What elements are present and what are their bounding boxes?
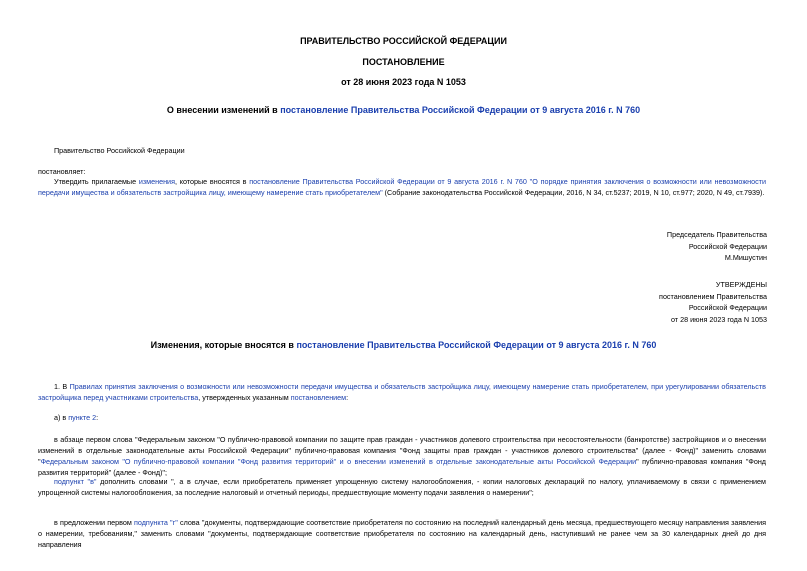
para3-text-1: в предложении первом [54, 518, 134, 527]
p1-link-resolution[interactable]: постановление Правительства Российской Федерации от 9 августа 2016 г. N 760 "О порядке принятия заключения о возможности или невозможности передачи имущества и обязательств застройщика лицу, имеющему намерение стать приобретателем" [38, 177, 766, 197]
doc-type-heading: ПОСТАНОВЛЕНИЕ [362, 57, 445, 67]
government-heading: ПРАВИТЕЛЬСТВО РОССИЙСКОЙ ФЕДЕРАЦИИ [300, 36, 507, 46]
para1-text-2: " публично-правовая компания "Фонд развития территорий" (далее - Фонд)"; [38, 457, 766, 477]
doc-date: от 28 июня 2023 года N 1053 [341, 77, 466, 87]
approved-line-1: УТВЕРЖДЕНЫ [715, 280, 767, 289]
changes-title [0, 340, 807, 350]
para3-link-subpoint-g[interactable]: подпункта "г" [134, 518, 178, 527]
paragraph-1 [38, 434, 766, 478]
p1-text-3: (Собрание законодательства Российской Федерации, 2016, N 34, ст.5237; 2019, N 10, ст.977; 2020, N 49, ст.7939). [382, 188, 765, 197]
item1-text-2: , утвержденных указанным [198, 393, 291, 402]
approved-line-4: от 28 июня 2023 года N 1053 [670, 314, 767, 324]
changes-title-prefix: Изменения, которые вносятся в [150, 340, 297, 350]
decides-label: постановляет: [38, 167, 86, 176]
item-1-paragraph [38, 381, 766, 403]
document-title [0, 105, 807, 115]
item1-text-1: 1. В [54, 382, 70, 391]
issuer: Правительство Российской Федерации [54, 146, 185, 155]
signature-line-2: Российской Федерации [688, 241, 767, 251]
item-a-text-2: : [96, 413, 99, 422]
title-link[interactable]: постановление Правительства Российской Федерации от 9 августа 2016 г. N 760 [280, 105, 641, 115]
approved-line-2: постановлением Правительства [659, 291, 767, 301]
title-prefix: О внесении изменений в [166, 105, 281, 115]
point-1-paragraph [38, 176, 766, 198]
item-a-paragraph [38, 412, 766, 423]
signature-block [667, 229, 767, 264]
p1-link-changes[interactable]: изменения [138, 177, 175, 186]
para3-text-2: слова "документы, подтверждающие соответствие приобретателя по состоянию на последний календарный день месяца, предшествующего месяцу направления заявления о намерении, требованиям," заменить словами "документы, подтверждающие соответствие приобретателя по состоянию на календарный день, наступивший не ранее чем за 30 календарных дней до дня направления [38, 518, 766, 549]
item1-text-3: : [346, 393, 349, 402]
para2-text-1: дополнить словами ", а в случае, если приобретатель применяет упрощенную систему налогообложения, - копии налоговых деклараций по налогу, уплачиваемому в связи с применением упрощенной системы налогообложения, за последние налоговый и отчетный периоды, предшествующие моменту подачи заявления о намерении"; [38, 477, 766, 497]
signature-line-1: Председатель Правительства [666, 230, 767, 239]
signature-line-3: М.Мишустин [724, 253, 767, 262]
para2-link-subpoint-v[interactable]: подпункт "в" [54, 477, 97, 486]
paragraph-3 [38, 517, 766, 550]
changes-title-link[interactable]: постановление Правительства Российской Федерации от 9 августа 2016 г. N 760 [296, 340, 657, 350]
item-a-text-1: а) в [54, 413, 69, 422]
p1-text-2: , которые вносятся в [174, 177, 250, 186]
item-a-link-point-2[interactable]: пункте 2 [68, 413, 97, 422]
approved-block [659, 279, 767, 325]
item1-link-rules[interactable]: Правилах принятия заключения о возможности или невозможности передачи имущества и обязательств застройщика лицу, имеющему намерение стать приобретателем, при урегулировании обязательств застройщика перед участниками строительства [38, 382, 766, 402]
paragraph-2 [38, 476, 766, 498]
para1-text-1: в абзаце первом слова "Федеральным законом "О публично-правовой компании по защите прав граждан - участников долевого строительства при несостоятельности (банкротстве) застройщиков и о внесении изменений в отдельные законодательные акты Российской Федерации" публично-правовая компания "Фонд защиты прав граждан - участников долевого строительства" (далее - Фонд)" заменить словами " [38, 435, 766, 466]
approved-line-3: Российской Федерации [688, 303, 767, 312]
para1-link-law[interactable]: Федеральным законом "О публично-правовой компании "Фонд развития территорий" и о внесении изменений в отдельные законодательные акты Российской Федерации [40, 457, 637, 466]
p1-text-1: Утвердить прилагаемые [54, 177, 139, 186]
item1-link-resolution[interactable]: постановлением [290, 393, 347, 402]
